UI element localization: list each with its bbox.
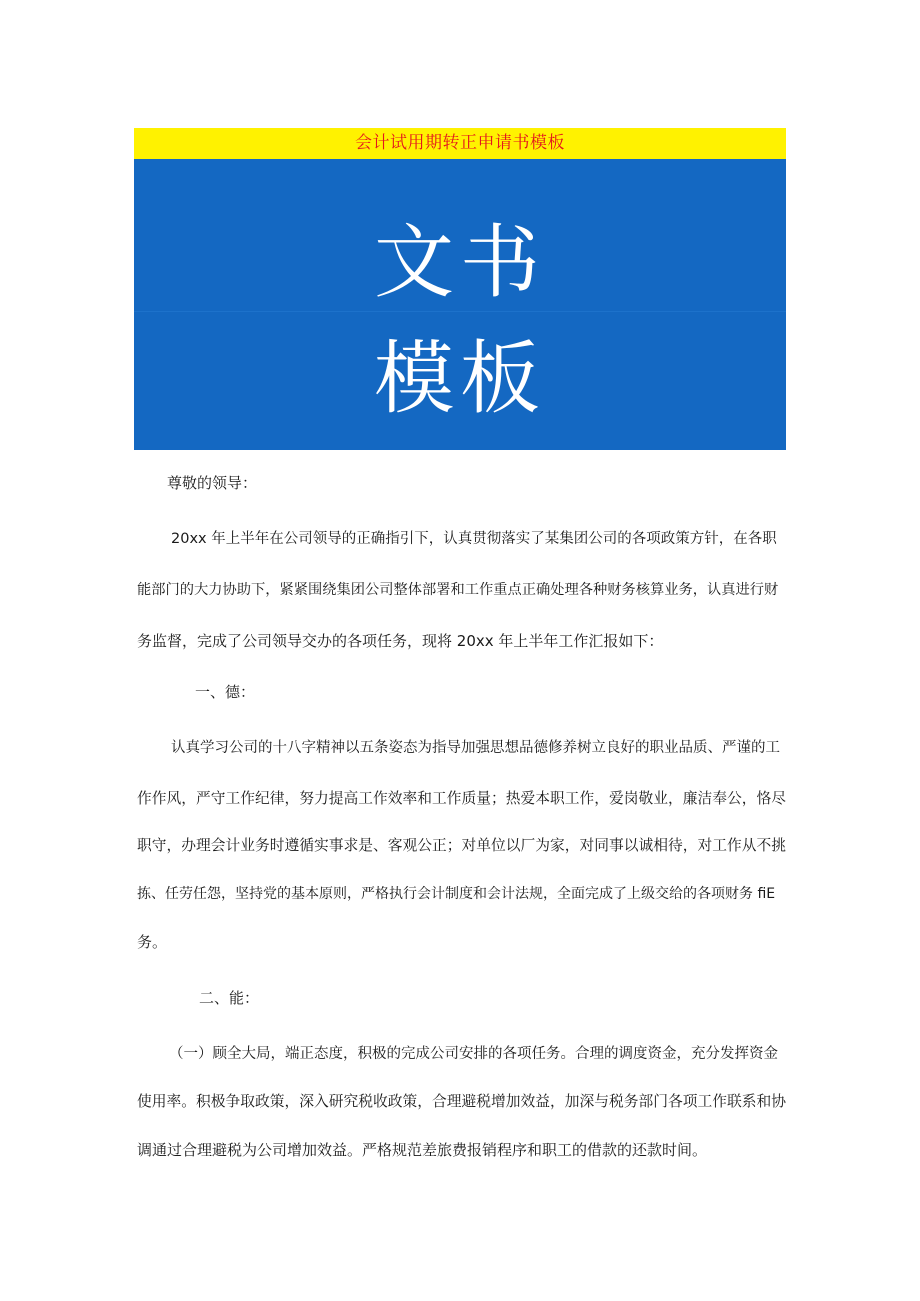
paragraph-line: 作作风，严守工作纪律，努力提高工作效率和工作质量；热爱本职工作，爱岗敬业，廉洁奉公，恪尽 (137, 790, 786, 807)
cover-divider (134, 311, 786, 312)
cover-text-line-1: 文书 (374, 216, 546, 309)
paragraph-line: 认真学习公司的十八字精神以五条姿态为指导加强思想品德修养树立良好的职业品质、严谨的工 (171, 740, 780, 756)
cover-block (134, 159, 786, 450)
cover-text-line-2: 模板 (374, 332, 546, 425)
paragraph-line: 拣、任劳任怨，坚持党的基本原则，严格执行会计制度和会计法规，全面完成了上级交给的各项财务 fiE (137, 886, 776, 902)
paragraph-line: 务监督，完成了公司领导交办的各项任务，现将 20xx 年上半年工作汇报如下： (137, 632, 664, 650)
section-heading-1: 一、德： (195, 683, 256, 701)
paragraph-line: 职守，办理会计业务时遵循实事求是、客观公正；对单位以厂为家，对同事以诚相待，对工作从不挑 (137, 837, 786, 854)
paragraph-line: 务。 (137, 933, 168, 951)
salutation: 尊敬的领导： (167, 474, 258, 492)
paragraph-line: 能部门的大力协助下，紧紧围绕集团公司整体部署和工作重点正确处理各种财务核算业务，认真进行财 (137, 582, 779, 598)
section-heading-2: 二、能： (199, 989, 260, 1007)
paragraph-line: 20xx 年上半年在公司领导的正确指引下，认真贯彻落实了某集团公司的各项政策方针，在各职 (171, 531, 777, 547)
title-banner (134, 128, 786, 159)
document-title: 会计试用期转正申请书模板 (355, 133, 565, 153)
paragraph-line: 使用率。积极争取政策，深入研究税收政策，合理避税增加效益，加深与税务部门各项工作联系和协 (137, 1093, 786, 1110)
paragraph-line: （一）顾全大局，端正态度，积极的完成公司安排的各项任务。合理的调度资金，充分发挥资金 (169, 1046, 778, 1062)
paragraph-line: 调通过合理避税为公司增加效益。严格规范差旅费报销程序和职工的借款的还款时间。 (137, 1141, 708, 1159)
